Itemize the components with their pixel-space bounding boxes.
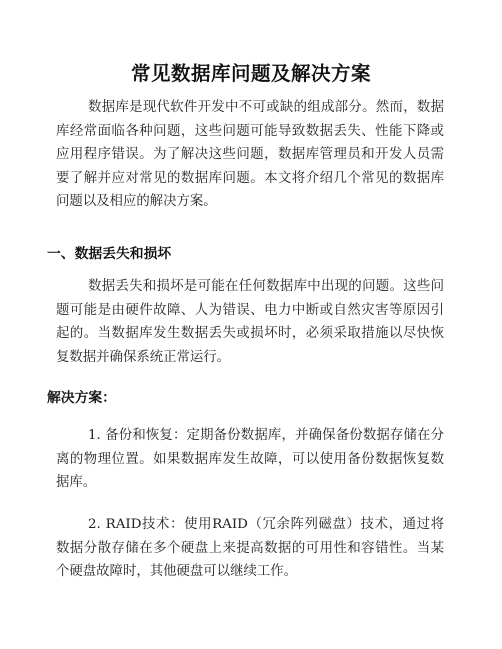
intro-paragraph: 数据库是现代软件开发中不可或缺的组成部分。然而，数据库经常面临各种问题，这些问题可能导致数据丢失、性能下降或应用程序错误。为了解决这些问题，数据库管理员和开发人员需要了解并应对常见的数据库问题。本文将介绍几个常见的数据库问题以及相应的解决方案。	[56, 100, 444, 209]
document-title: 常见数据库问题及解决方案	[130, 62, 371, 85]
section-heading-data-loss: 一、数据丢失和损坏	[47, 246, 172, 262]
solution-item-backup: 1. 备份和恢复：定期备份数据库，并确保备份数据存储在分离的物理位置。如果数据库发生故障，可以使用备份数据恢复数据库。	[56, 428, 444, 490]
solution-item-raid: 2. RAID技术：使用RAID（冗余阵列磁盘）技术，通过将数据分散存储在多个硬盘上来提高数据的可用性和容错性。当某个硬盘故障时，其他硬盘可以继续工作。	[56, 517, 444, 579]
section-paragraph-data-loss: 数据丢失和损坏是可能在任何数据库中出现的问题。这些问题可能是由硬件故障、人为错误、电力中断或自然灾害等原因引起的。当数据库发生数据丢失或损坏时，必须采取措施以尽快恢复数据并确保系统正常运行。	[56, 279, 444, 365]
solutions-heading: 解决方案：	[47, 390, 116, 406]
